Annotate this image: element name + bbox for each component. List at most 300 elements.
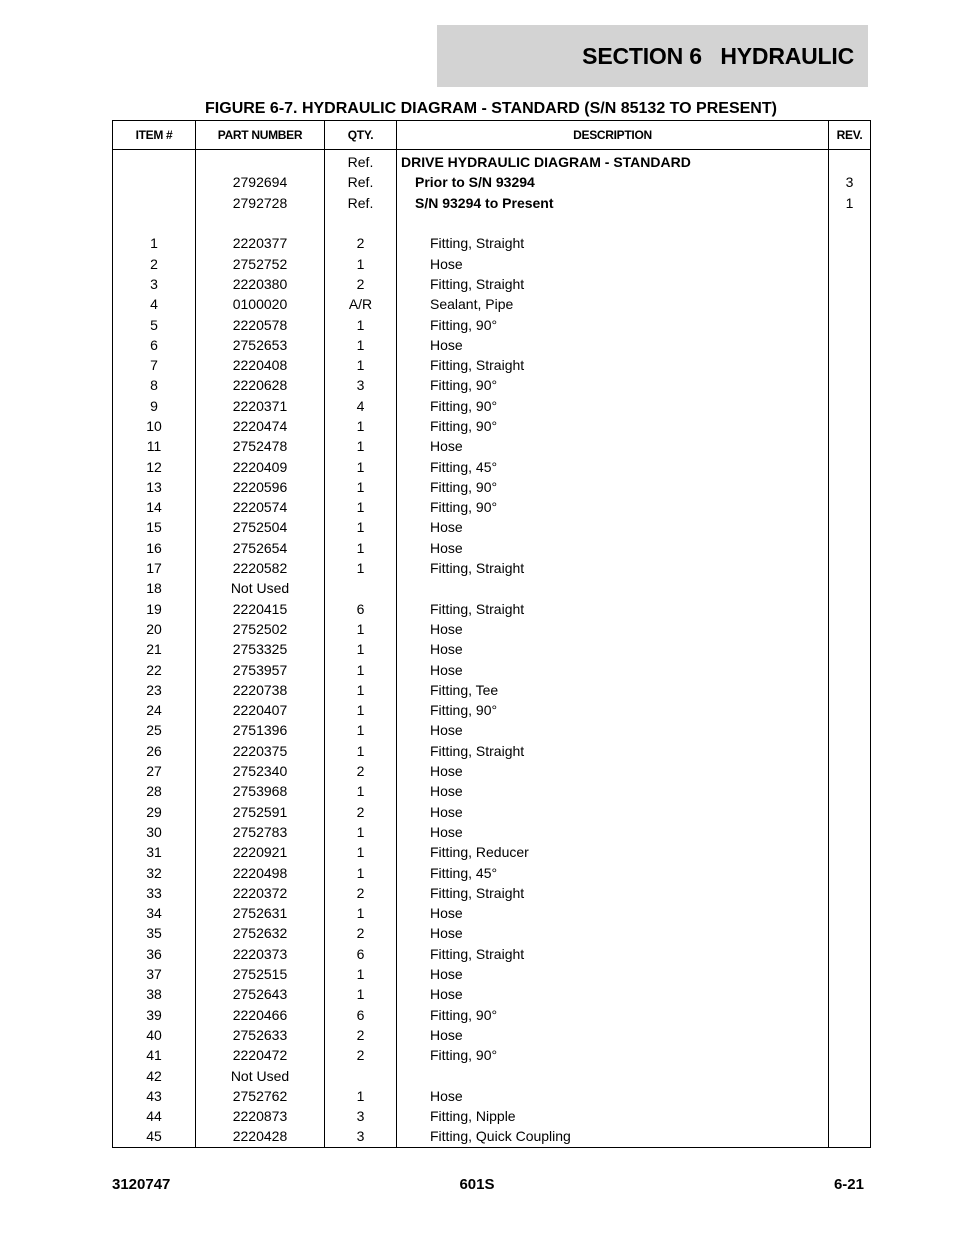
item-cell: 19 <box>113 599 196 619</box>
rev-cell <box>829 274 871 294</box>
part-number-cell: 2220407 <box>196 700 325 720</box>
table-row <box>113 1086 871 1106</box>
rev-cell <box>829 720 871 740</box>
item-cell: 9 <box>113 396 196 416</box>
part-number-cell: 2792728 <box>196 193 325 213</box>
description-cell: Hose <box>397 335 829 355</box>
description-cell: DRIVE HYDRAULIC DIAGRAM - STANDARD <box>397 150 829 173</box>
description-cell: Fitting, 90° <box>397 416 829 436</box>
description-cell: Fitting, Quick Coupling <box>397 1126 829 1147</box>
rev-cell <box>829 842 871 862</box>
rev-cell <box>829 396 871 416</box>
rev-cell <box>829 355 871 375</box>
description-cell: Fitting, 45° <box>397 456 829 476</box>
rev-cell <box>829 1106 871 1126</box>
table-row <box>113 477 871 497</box>
part-number-cell: 2220466 <box>196 1004 325 1024</box>
part-number-cell: 2752591 <box>196 802 325 822</box>
description-cell: Hose <box>397 619 829 639</box>
item-cell: 26 <box>113 741 196 761</box>
qty-cell: 2 <box>325 761 397 781</box>
part-number-cell: 2220738 <box>196 680 325 700</box>
qty-cell: Ref. <box>325 150 397 173</box>
rev-cell: 1 <box>829 193 871 213</box>
rev-cell <box>829 964 871 984</box>
description-cell: Fitting, 90° <box>397 1004 829 1024</box>
qty-cell: A/R <box>325 294 397 314</box>
qty-cell: 1 <box>325 964 397 984</box>
qty-cell: 1 <box>325 1086 397 1106</box>
description-cell: Fitting, 90° <box>397 1045 829 1065</box>
qty-cell: 1 <box>325 436 397 456</box>
item-cell: 22 <box>113 659 196 679</box>
rev-cell <box>829 883 871 903</box>
qty-cell: 1 <box>325 253 397 273</box>
qty-cell: 2 <box>325 923 397 943</box>
qty-cell: 6 <box>325 599 397 619</box>
qty-cell: 1 <box>325 456 397 476</box>
figure-title: FIGURE 6-7. HYDRAULIC DIAGRAM - STANDARD (S/N 85132 TO PRESENT) <box>205 100 777 117</box>
rev-cell <box>829 497 871 517</box>
rev-cell <box>829 517 871 537</box>
rev-cell <box>829 680 871 700</box>
table-row <box>113 578 871 598</box>
part-number-cell: 2752654 <box>196 538 325 558</box>
qty-cell: 1 <box>325 639 397 659</box>
description-cell <box>397 578 829 598</box>
table-row <box>113 274 871 294</box>
qty-cell: 2 <box>325 233 397 253</box>
qty-cell: Ref. <box>325 172 397 192</box>
qty-cell: 1 <box>325 477 397 497</box>
item-cell: 21 <box>113 639 196 659</box>
description-cell: Hose <box>397 1086 829 1106</box>
item-cell: 41 <box>113 1045 196 1065</box>
rev-cell <box>829 619 871 639</box>
rev-cell: 3 <box>829 172 871 192</box>
rev-cell <box>829 862 871 882</box>
part-number-cell: Not Used <box>196 578 325 598</box>
rev-cell <box>829 416 871 436</box>
item-cell: 43 <box>113 1086 196 1106</box>
rev-cell <box>829 314 871 334</box>
part-number-cell: 2220472 <box>196 1045 325 1065</box>
qty-cell: 1 <box>325 517 397 537</box>
description-cell: Fitting, Straight <box>397 355 829 375</box>
rev-cell <box>829 477 871 497</box>
item-cell: 35 <box>113 923 196 943</box>
qty-cell: Ref. <box>325 193 397 213</box>
part-number-cell: 2220873 <box>196 1106 325 1126</box>
item-cell: 5 <box>113 314 196 334</box>
parts-table <box>112 120 871 1148</box>
qty-cell: 2 <box>325 802 397 822</box>
part-number-cell: 2220628 <box>196 375 325 395</box>
item-cell: 18 <box>113 578 196 598</box>
item-cell: 12 <box>113 456 196 476</box>
rev-cell <box>829 253 871 273</box>
table-row <box>113 903 871 923</box>
qty-cell: 1 <box>325 497 397 517</box>
table-row <box>113 761 871 781</box>
part-number-cell: 2792694 <box>196 172 325 192</box>
item-cell: 32 <box>113 862 196 882</box>
part-number-cell: 2751396 <box>196 720 325 740</box>
qty-cell: 3 <box>325 1106 397 1126</box>
item-cell: 40 <box>113 1025 196 1045</box>
qty-cell: 1 <box>325 700 397 720</box>
part-number-cell: 2220409 <box>196 456 325 476</box>
item-cell: 28 <box>113 781 196 801</box>
column-header-part-number: PART NUMBER <box>196 121 325 150</box>
item-cell: 44 <box>113 1106 196 1126</box>
table-row <box>113 964 871 984</box>
qty-cell: 1 <box>325 619 397 639</box>
item-cell: 38 <box>113 984 196 1004</box>
part-number-cell: 2220921 <box>196 842 325 862</box>
table-row <box>113 436 871 456</box>
table-header-row <box>113 121 871 150</box>
qty-cell: 1 <box>325 335 397 355</box>
table-row <box>113 335 871 355</box>
table-row <box>113 700 871 720</box>
item-cell: 25 <box>113 720 196 740</box>
rev-cell <box>829 538 871 558</box>
table-row <box>113 639 871 659</box>
part-number-cell: 0100020 <box>196 294 325 314</box>
part-number-cell: 2220372 <box>196 883 325 903</box>
item-cell: 6 <box>113 335 196 355</box>
part-number-cell: 2220428 <box>196 1126 325 1147</box>
item-cell <box>113 193 196 213</box>
item-cell <box>113 213 196 233</box>
qty-cell: 6 <box>325 1004 397 1024</box>
table-row <box>113 538 871 558</box>
description-cell: Fitting, 90° <box>397 497 829 517</box>
description-cell: Hose <box>397 802 829 822</box>
table-row <box>113 659 871 679</box>
item-cell: 31 <box>113 842 196 862</box>
table-row <box>113 944 871 964</box>
table-row <box>113 862 871 882</box>
table-row <box>113 375 871 395</box>
part-number-cell: 2220375 <box>196 741 325 761</box>
part-number-cell: 2752502 <box>196 619 325 639</box>
item-cell <box>113 172 196 192</box>
part-number-cell: 2220371 <box>196 396 325 416</box>
table-row <box>113 1045 871 1065</box>
qty-cell: 1 <box>325 842 397 862</box>
item-cell: 13 <box>113 477 196 497</box>
part-number-cell: 2752653 <box>196 335 325 355</box>
part-number-cell: 2752515 <box>196 964 325 984</box>
description-cell: Hose <box>397 964 829 984</box>
description-cell: Fitting, Straight <box>397 558 829 578</box>
column-header-qty: QTY. <box>325 121 397 150</box>
rev-cell <box>829 822 871 842</box>
column-header-item: ITEM # <box>113 121 196 150</box>
qty-cell: 1 <box>325 720 397 740</box>
footer-model: 601S <box>459 1176 495 1193</box>
rev-cell <box>829 639 871 659</box>
rev-cell <box>829 700 871 720</box>
description-cell: S/N 93294 to Present <box>397 193 829 213</box>
qty-cell: 1 <box>325 781 397 801</box>
item-cell: 1 <box>113 233 196 253</box>
description-cell: Hose <box>397 1025 829 1045</box>
part-number-cell: 2220574 <box>196 497 325 517</box>
qty-cell: 1 <box>325 741 397 761</box>
footer-doc-number: 3120747 <box>112 1176 171 1193</box>
item-cell: 4 <box>113 294 196 314</box>
footer-page-number: 6-21 <box>833 1176 864 1193</box>
rev-cell <box>829 984 871 1004</box>
section-header <box>437 25 868 87</box>
item-cell: 30 <box>113 822 196 842</box>
qty-cell: 1 <box>325 538 397 558</box>
part-number-cell: 2752478 <box>196 436 325 456</box>
part-number-cell: 2220582 <box>196 558 325 578</box>
part-number-cell: 2220415 <box>196 599 325 619</box>
qty-cell: 1 <box>325 355 397 375</box>
qty-cell: 1 <box>325 416 397 436</box>
table-row <box>113 172 871 192</box>
item-cell: 29 <box>113 802 196 822</box>
description-cell: Prior to S/N 93294 <box>397 172 829 192</box>
description-cell: Fitting, Straight <box>397 233 829 253</box>
description-cell: Fitting, Straight <box>397 274 829 294</box>
qty-cell: 2 <box>325 274 397 294</box>
item-cell: 14 <box>113 497 196 517</box>
part-number-cell: 2752340 <box>196 761 325 781</box>
part-number-cell: 2220380 <box>196 274 325 294</box>
table-row <box>113 1106 871 1126</box>
table-row <box>113 883 871 903</box>
description-cell: Hose <box>397 761 829 781</box>
section-title: SECTION 6 HYDRAULIC <box>582 42 854 69</box>
item-cell: 27 <box>113 761 196 781</box>
qty-cell: 2 <box>325 1045 397 1065</box>
part-number-cell: 2752504 <box>196 517 325 537</box>
table-row <box>113 456 871 476</box>
table-row <box>113 294 871 314</box>
table-row <box>113 150 871 173</box>
part-number-cell: 2752633 <box>196 1025 325 1045</box>
rev-cell <box>829 375 871 395</box>
item-cell: 15 <box>113 517 196 537</box>
table-row <box>113 984 871 1004</box>
qty-cell: 2 <box>325 883 397 903</box>
part-number-cell: 2220578 <box>196 314 325 334</box>
table-row <box>113 213 871 233</box>
description-cell: Hose <box>397 984 829 1004</box>
part-number-cell: Not Used <box>196 1065 325 1085</box>
part-number-cell: 2752631 <box>196 903 325 923</box>
table-row <box>113 193 871 213</box>
part-number-cell: 2753325 <box>196 639 325 659</box>
part-number-cell: 2752783 <box>196 822 325 842</box>
item-cell: 8 <box>113 375 196 395</box>
description-cell: Fitting, Straight <box>397 944 829 964</box>
table-row <box>113 802 871 822</box>
part-number-cell <box>196 213 325 233</box>
description-cell: Hose <box>397 781 829 801</box>
rev-cell <box>829 213 871 233</box>
rev-cell <box>829 781 871 801</box>
table-row <box>113 720 871 740</box>
table-row <box>113 741 871 761</box>
rev-cell <box>829 150 871 173</box>
qty-cell <box>325 1065 397 1085</box>
item-cell: 42 <box>113 1065 196 1085</box>
part-number-cell: 2752632 <box>196 923 325 943</box>
qty-cell: 1 <box>325 822 397 842</box>
qty-cell: 6 <box>325 944 397 964</box>
rev-cell <box>829 1126 871 1147</box>
description-cell: Fitting, Straight <box>397 741 829 761</box>
part-number-cell: 2220498 <box>196 862 325 882</box>
qty-cell: 4 <box>325 396 397 416</box>
table-row <box>113 233 871 253</box>
qty-cell: 1 <box>325 862 397 882</box>
table-row <box>113 680 871 700</box>
item-cell: 2 <box>113 253 196 273</box>
description-cell: Fitting, Tee <box>397 680 829 700</box>
part-number-cell: 2752762 <box>196 1086 325 1106</box>
description-cell: Hose <box>397 538 829 558</box>
table-row <box>113 619 871 639</box>
item-cell: 24 <box>113 700 196 720</box>
part-number-cell: 2752752 <box>196 253 325 273</box>
part-number-cell: 2753968 <box>196 781 325 801</box>
rev-cell <box>829 456 871 476</box>
rev-cell <box>829 1025 871 1045</box>
description-cell: Fitting, 90° <box>397 314 829 334</box>
description-cell: Fitting, Straight <box>397 599 829 619</box>
table-row <box>113 781 871 801</box>
item-cell: 45 <box>113 1126 196 1147</box>
item-cell: 33 <box>113 883 196 903</box>
table-row <box>113 355 871 375</box>
qty-cell: 3 <box>325 1126 397 1147</box>
qty-cell: 1 <box>325 680 397 700</box>
description-cell <box>397 1065 829 1085</box>
qty-cell: 1 <box>325 903 397 923</box>
item-cell: 36 <box>113 944 196 964</box>
description-cell: Hose <box>397 923 829 943</box>
qty-cell: 1 <box>325 659 397 679</box>
item-cell: 16 <box>113 538 196 558</box>
rev-cell <box>829 923 871 943</box>
item-cell <box>113 150 196 173</box>
rev-cell <box>829 1065 871 1085</box>
description-cell: Hose <box>397 659 829 679</box>
item-cell: 34 <box>113 903 196 923</box>
table-row <box>113 253 871 273</box>
description-cell: Hose <box>397 253 829 273</box>
description-cell: Fitting, Nipple <box>397 1106 829 1126</box>
part-number-cell <box>196 150 325 173</box>
part-number-cell: 2220596 <box>196 477 325 497</box>
rev-cell <box>829 802 871 822</box>
part-number-cell: 2753957 <box>196 659 325 679</box>
part-number-cell: 2752643 <box>196 984 325 1004</box>
table-row <box>113 1004 871 1024</box>
rev-cell <box>829 578 871 598</box>
rev-cell <box>829 903 871 923</box>
rev-cell <box>829 659 871 679</box>
description-cell: Hose <box>397 436 829 456</box>
item-cell: 20 <box>113 619 196 639</box>
table-row <box>113 497 871 517</box>
description-cell: Fitting, 90° <box>397 477 829 497</box>
column-header-description: DESCRIPTION <box>397 121 829 150</box>
table-row <box>113 1065 871 1085</box>
description-cell: Fitting, 45° <box>397 862 829 882</box>
description-cell <box>397 213 829 233</box>
description-cell: Fitting, Straight <box>397 883 829 903</box>
table-row <box>113 558 871 578</box>
part-number-cell: 2220377 <box>196 233 325 253</box>
description-cell: Hose <box>397 517 829 537</box>
table-row <box>113 1025 871 1045</box>
table-row <box>113 599 871 619</box>
rev-cell <box>829 335 871 355</box>
part-number-cell: 2220474 <box>196 416 325 436</box>
description-cell: Fitting, Reducer <box>397 842 829 862</box>
rev-cell <box>829 599 871 619</box>
rev-cell <box>829 558 871 578</box>
table-row <box>113 822 871 842</box>
column-header-rev: REV. <box>829 121 871 150</box>
item-cell: 7 <box>113 355 196 375</box>
qty-cell: 1 <box>325 984 397 1004</box>
item-cell: 3 <box>113 274 196 294</box>
rev-cell <box>829 233 871 253</box>
table-row <box>113 923 871 943</box>
qty-cell: 1 <box>325 314 397 334</box>
rev-cell <box>829 1045 871 1065</box>
item-cell: 39 <box>113 1004 196 1024</box>
rev-cell <box>829 741 871 761</box>
description-cell: Hose <box>397 720 829 740</box>
qty-cell: 1 <box>325 558 397 578</box>
table-row <box>113 314 871 334</box>
table-row <box>113 396 871 416</box>
table-row <box>113 1126 871 1147</box>
rev-cell <box>829 761 871 781</box>
description-cell: Hose <box>397 903 829 923</box>
rev-cell <box>829 1004 871 1024</box>
table-row <box>113 416 871 436</box>
item-cell: 10 <box>113 416 196 436</box>
description-cell: Fitting, 90° <box>397 700 829 720</box>
parts-table-body <box>113 150 871 1148</box>
qty-cell: 2 <box>325 1025 397 1045</box>
item-cell: 23 <box>113 680 196 700</box>
table-row <box>113 517 871 537</box>
item-cell: 37 <box>113 964 196 984</box>
item-cell: 17 <box>113 558 196 578</box>
part-number-cell: 2220408 <box>196 355 325 375</box>
part-number-cell: 2220373 <box>196 944 325 964</box>
qty-cell: 3 <box>325 375 397 395</box>
description-cell: Hose <box>397 822 829 842</box>
table-row <box>113 842 871 862</box>
description-cell: Fitting, 90° <box>397 396 829 416</box>
description-cell: Sealant, Pipe <box>397 294 829 314</box>
qty-cell <box>325 213 397 233</box>
